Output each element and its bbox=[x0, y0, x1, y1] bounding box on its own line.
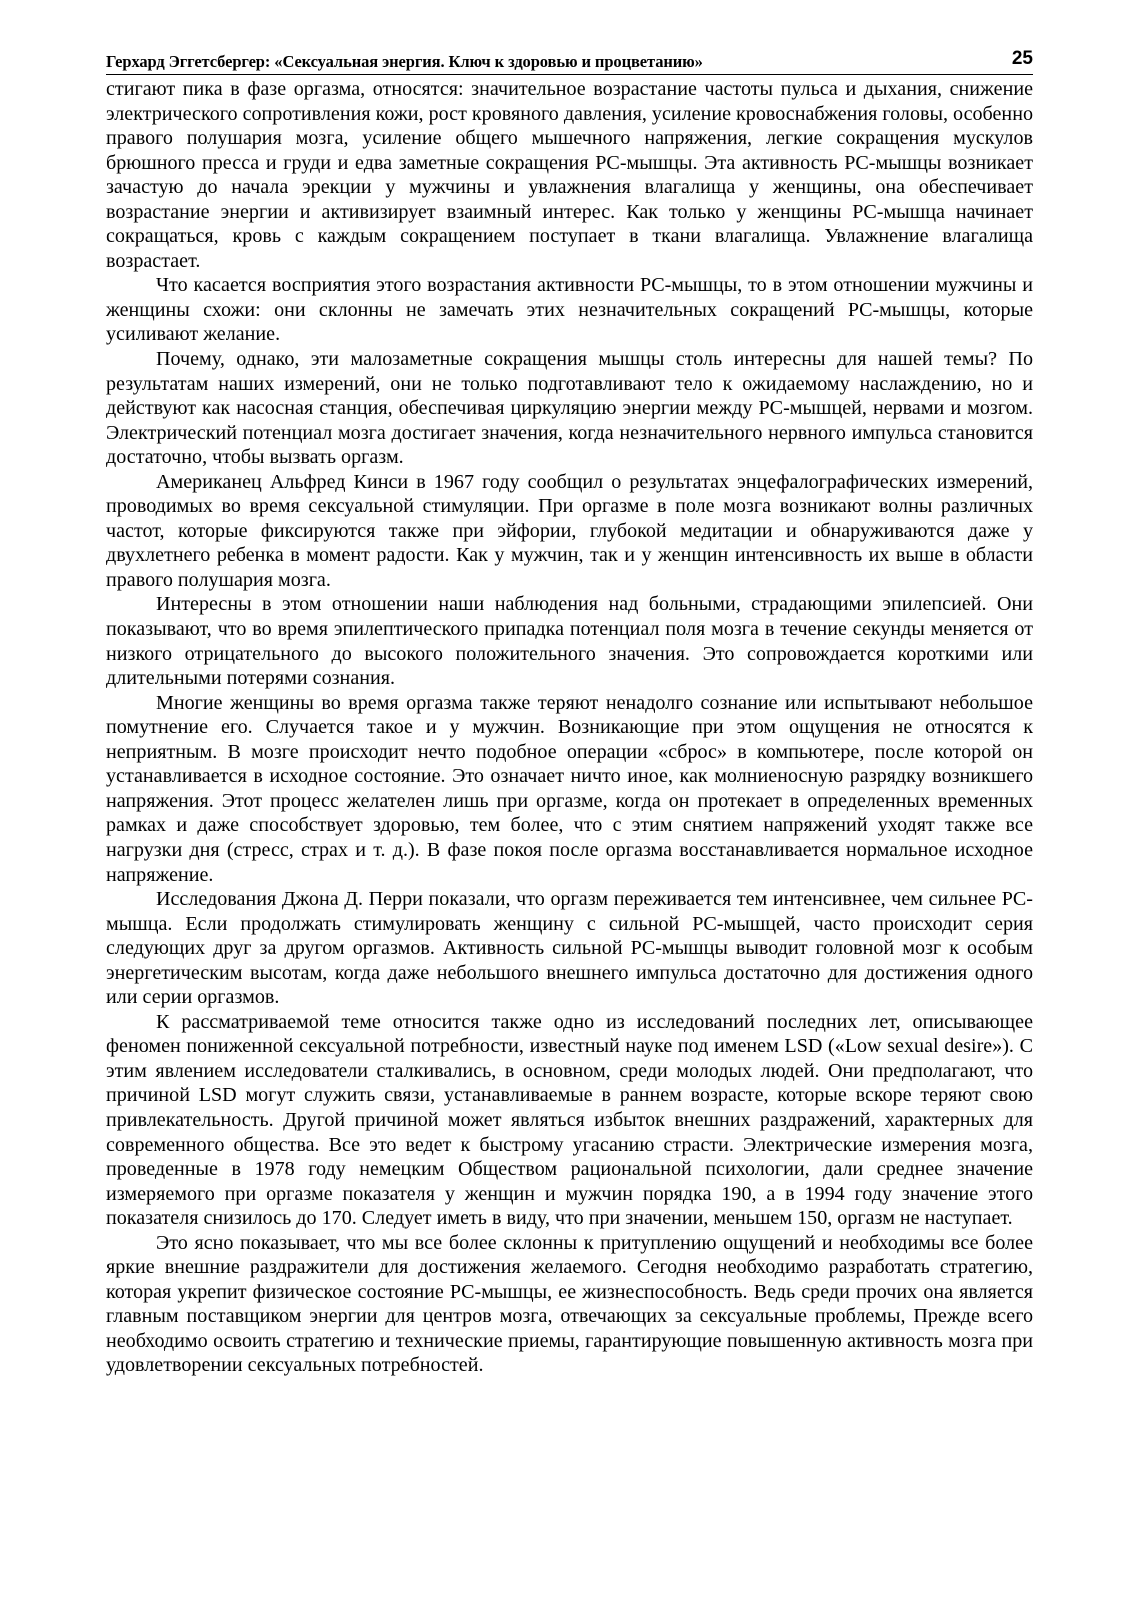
paragraph: Почему, однако, эти малозаметные сокращения мышцы столь интересны для нашей темы? По результатам наших измерений, они не только подготавливают тело к ожидаемому наслаждению, но и действуют как насосная станция, обеспечивая циркуляцию энергии между PC-мышцей, нервами и мозгом. Электрический потенциал мозга достигает значения, когда незначительного нервного импульса становится достаточно, чтобы вызвать оргазм. bbox=[106, 348, 1033, 469]
paragraph: Многие женщины во время оргазма также теряют ненадолго сознание или испытывают небольшое помутнение его. Случается такое и у мужчин. Возникающие при этом ощущения не относятся к неприятным. В мозге происходит нечто подобное операции «сброс» в компьютере, после которой он устанавливается в исходное состояние. Это означает ничто иное, как молниеносную разрядку возникшего напряжения. Этот процесс желателен лишь при оргазме, когда он протекает в определенных временных рамках и даже способствует здоровью, тем более, что с этим снятием напряжений уходят также все нагрузки дня (стресс, страх и т. д.). В фазе покоя после оргазма восстанавливается нормальное исходное напряжение. bbox=[106, 691, 1033, 886]
paragraph: Интересны в этом отношении наши наблюдения над больными, страдающими эпилепсией. Они показывают, что во время эпилептического припадка потенциал поля мозга в течение секунды меняется от низкого отрицательного до высокого положительного значения. Это сопровождается короткими или длительными потерями сознания. bbox=[106, 593, 1033, 690]
paragraph: К рассматриваемой теме относится также одно из исследований последних лет, описывающее феномен пониженной сексуальной потребности, известный науке под именем LSD («Low sexual desire»). С этим явлением исследователи сталкивались, в основном, среди молодых людей. Они предполагают, что причиной LSD могут служить связи, устанавливаемые в раннем возрасте, которые вскоре теряют свою привлекательность. Другой причиной может являться избыток внешних раздражений, характерных для современного общества. Все это ведет к быстрому угасанию страсти. Электрические измерения мозга, проведенные в 1978 году немецким Обществом рациональной психологии, дали среднее значение измеряемого при оргазме показателя у женщин и мужчин порядка 190, а в 1994 году значение этого показателя снизилось до 170. Следует иметь в виду, что при значении, меньшем 150, оргазм не наступает. bbox=[106, 1010, 1033, 1230]
document-page bbox=[106, 48, 1033, 1378]
body-text bbox=[106, 77, 1033, 1378]
paragraph: Что касается восприятия этого возрастания активности PC-мышцы, то в этом отношении мужчины и женщины схожи: они склонны не замечать этих незначительных сокращений PC-мышцы, которые усиливают желание. bbox=[106, 274, 1033, 346]
paragraph: Исследования Джона Д. Перри показали, что оргазм переживается тем интенсивнее, чем сильнее PC-мышца. Если продолжать стимулировать женщину с сильной PC-мышцей, часто происходит серия следующих друг за другом оргазмов. Активность сильной PC-мышцы выводит головной мозг к особым энергетическим высотам, когда даже небольшого внешнего импульса достаточно для достижения одного или серии оргазмов. bbox=[106, 888, 1033, 1009]
page-number: 25 bbox=[1011, 48, 1033, 69]
paragraph: стигают пика в фазе оргазма, относятся: значительное возрастание частоты пульса и дыхания, снижение электрического сопротивления кожи, рост кровяного давления, усиление кровоснабжения головы, особенно правого полушария мозга, усиление общего мышечного напряжения, легкие сокращения мускулов брюшного пресса и груди и едва заметные сокращения PC-мышцы. Эта активность PC-мышцы возникает зачастую до начала эрекции у мужчины и увлажнения влагалища у женщины, она обеспечивает возрастание энергии и активизирует взаимный интерес. Как только у женщины PC-мышца начинает сокращаться, кровь с каждым сокращением поступает в ткани влагалища. Увлажнение влагалища возрастает. bbox=[106, 78, 1033, 272]
paragraph: Это ясно показывает, что мы все более склонны к притуплению ощущений и необходимы все более яркие внешние раздражители для достижения желаемого. Сегодня необходимо разработать стратегию, которая укрепит физическое состояние PC-мышцы, ее жизнеспособность. Ведь среди прочих она является главным поставщиком энергии для центров мозга, отвечающих за сексуальные проблемы, Прежде всего необходимо освоить стратегию и технические приемы, гарантирующие повышенную активность мозга при удовлетворении сексуальных потребностей. bbox=[106, 1231, 1033, 1377]
paragraph: Американец Альфред Кинси в 1967 году сообщил о результатах энцефалографических измерений, проводимых во время сексуальной стимуляции. При оргазме в поле мозга возникают волны различных частот, которые фиксируются также при эйфории, глубокой медитации и обнаруживаются даже у двухлетнего ребенка в момент радости. Как у мужчин, так и у женщин интенсивность их выше в области правого полушария мозга. bbox=[106, 470, 1033, 591]
running-header bbox=[106, 48, 1033, 75]
header-title: Герхард Эггетсбергер: «Сексуальная энергия. Ключ к здоровью и процветанию» bbox=[106, 52, 703, 71]
